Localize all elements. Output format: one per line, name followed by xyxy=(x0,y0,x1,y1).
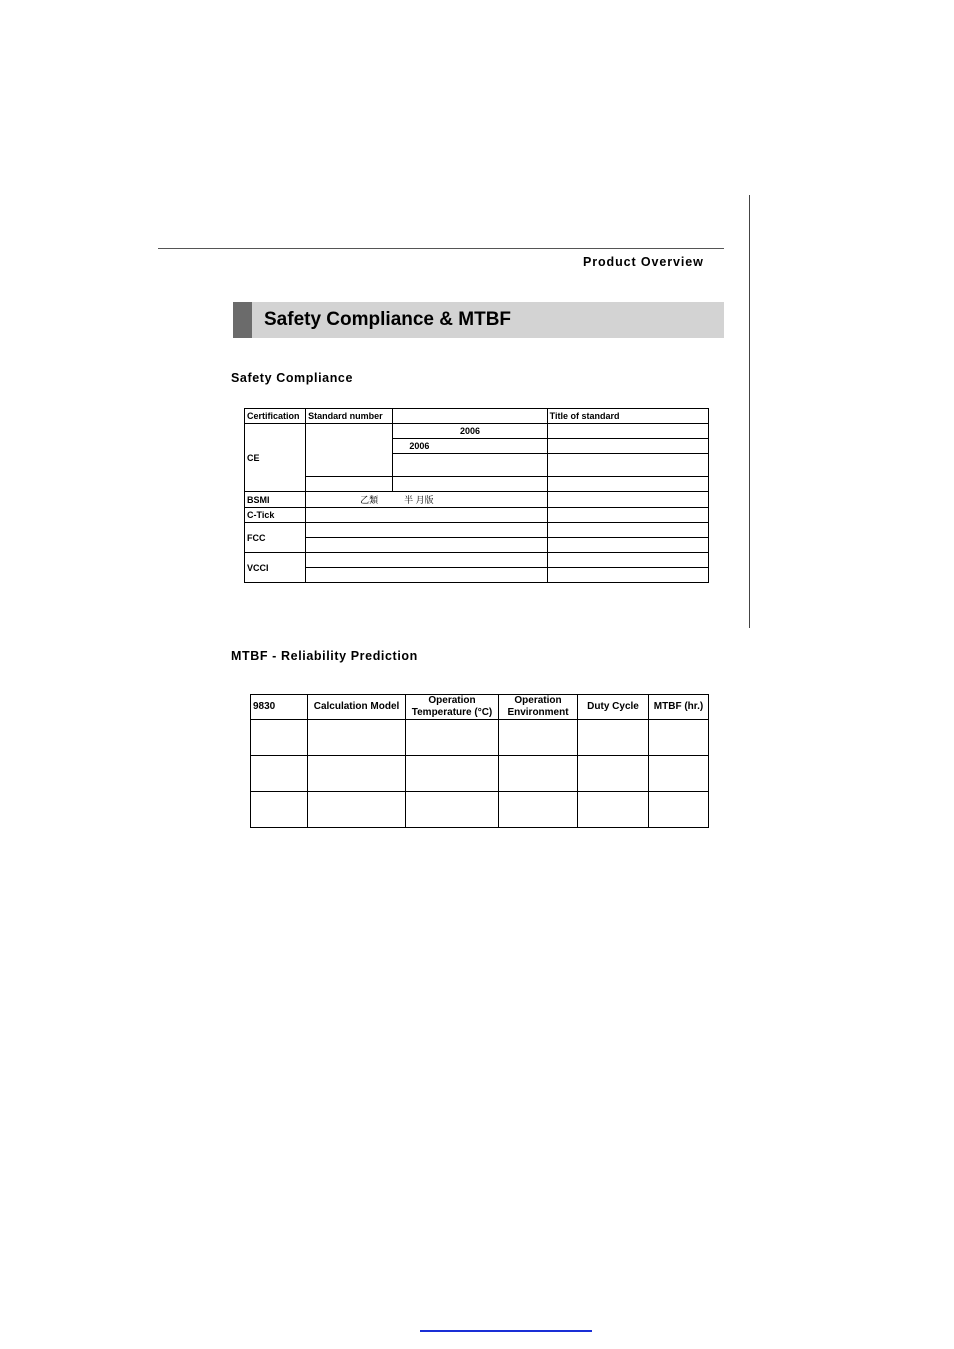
mtbf-header-operation-environment: Operation Environment xyxy=(499,695,578,720)
header-rule xyxy=(158,248,724,249)
table-cell xyxy=(251,792,308,828)
table-cell xyxy=(649,792,709,828)
table-row xyxy=(245,523,709,538)
header-standard-number: Standard number xyxy=(306,409,393,424)
table-cell xyxy=(306,538,548,553)
table-row xyxy=(245,538,709,553)
bsmi-standard xyxy=(306,492,548,508)
table-cell xyxy=(393,454,547,477)
cert-ctick: C-Tick xyxy=(245,508,306,523)
safety-compliance-table xyxy=(244,408,709,583)
table-cell xyxy=(547,508,708,523)
header-title-of-standard: Title of standard xyxy=(547,409,708,424)
table-cell xyxy=(308,720,406,756)
table-row xyxy=(245,568,709,583)
table-cell xyxy=(406,792,499,828)
table-cell xyxy=(306,523,548,538)
table-cell xyxy=(308,792,406,828)
page-title: Safety Compliance & MTBF xyxy=(264,309,512,330)
table-cell xyxy=(393,477,547,492)
table-cell xyxy=(547,454,708,477)
mtbf-header-mtbf-hours: MTBF (hr.) xyxy=(649,695,709,720)
table-cell xyxy=(306,553,548,568)
table-cell xyxy=(306,508,548,523)
table-cell xyxy=(306,477,393,492)
table-cell xyxy=(406,756,499,792)
table-cell xyxy=(547,538,708,553)
table-cell xyxy=(308,756,406,792)
safety-compliance-heading: Safety Compliance xyxy=(231,371,354,385)
cert-bsmi: BSMI xyxy=(245,492,306,508)
table-cell xyxy=(499,756,578,792)
table-cell xyxy=(499,792,578,828)
table-row xyxy=(245,492,709,508)
ce-year-1: 2006 xyxy=(393,424,547,439)
table-row xyxy=(251,720,709,756)
table-header-row xyxy=(251,695,709,720)
ce-year-2: 2006 xyxy=(393,439,547,454)
cert-ce: CE xyxy=(245,424,306,492)
mtbf-header-duty-cycle: Duty Cycle xyxy=(578,695,649,720)
table-row xyxy=(245,553,709,568)
mtbf-header-calculation-model: Calculation Model xyxy=(308,695,406,720)
table-row xyxy=(251,792,709,828)
table-row xyxy=(251,756,709,792)
side-rule xyxy=(749,195,750,628)
table-cell xyxy=(406,720,499,756)
header-certification: Certification xyxy=(245,409,306,424)
footer-link[interactable] xyxy=(420,1330,592,1332)
table-cell xyxy=(649,720,709,756)
table-cell xyxy=(578,720,649,756)
table-cell xyxy=(649,756,709,792)
table-cell xyxy=(547,568,708,583)
mtbf-heading: MTBF - Reliability Prediction xyxy=(231,649,418,663)
bsmi-std-1: 乙類 xyxy=(360,494,379,505)
header-blank xyxy=(393,409,547,424)
table-row xyxy=(245,424,709,439)
table-cell xyxy=(547,492,708,508)
table-cell xyxy=(547,553,708,568)
table-row xyxy=(245,477,709,492)
table-cell xyxy=(547,439,708,454)
table-header-row xyxy=(245,409,709,424)
mtbf-header-model: 9830 xyxy=(251,695,308,720)
table-cell xyxy=(547,523,708,538)
mtbf-header-operation-temperature: Operation Temperature (°C) xyxy=(406,695,499,720)
table-cell xyxy=(547,477,708,492)
table-cell xyxy=(251,756,308,792)
table-cell xyxy=(306,568,548,583)
cert-vcci: VCCI xyxy=(245,553,306,583)
mtbf-table xyxy=(250,694,709,828)
table-cell xyxy=(578,756,649,792)
title-accent xyxy=(233,302,252,338)
table-cell xyxy=(251,720,308,756)
table-cell xyxy=(578,792,649,828)
cert-fcc: FCC xyxy=(245,523,306,553)
table-row xyxy=(245,508,709,523)
bsmi-std-2: 半 月版 xyxy=(404,494,434,505)
table-cell xyxy=(499,720,578,756)
table-cell xyxy=(306,424,393,477)
running-header: Product Overview xyxy=(583,255,704,269)
table-cell xyxy=(547,424,708,439)
